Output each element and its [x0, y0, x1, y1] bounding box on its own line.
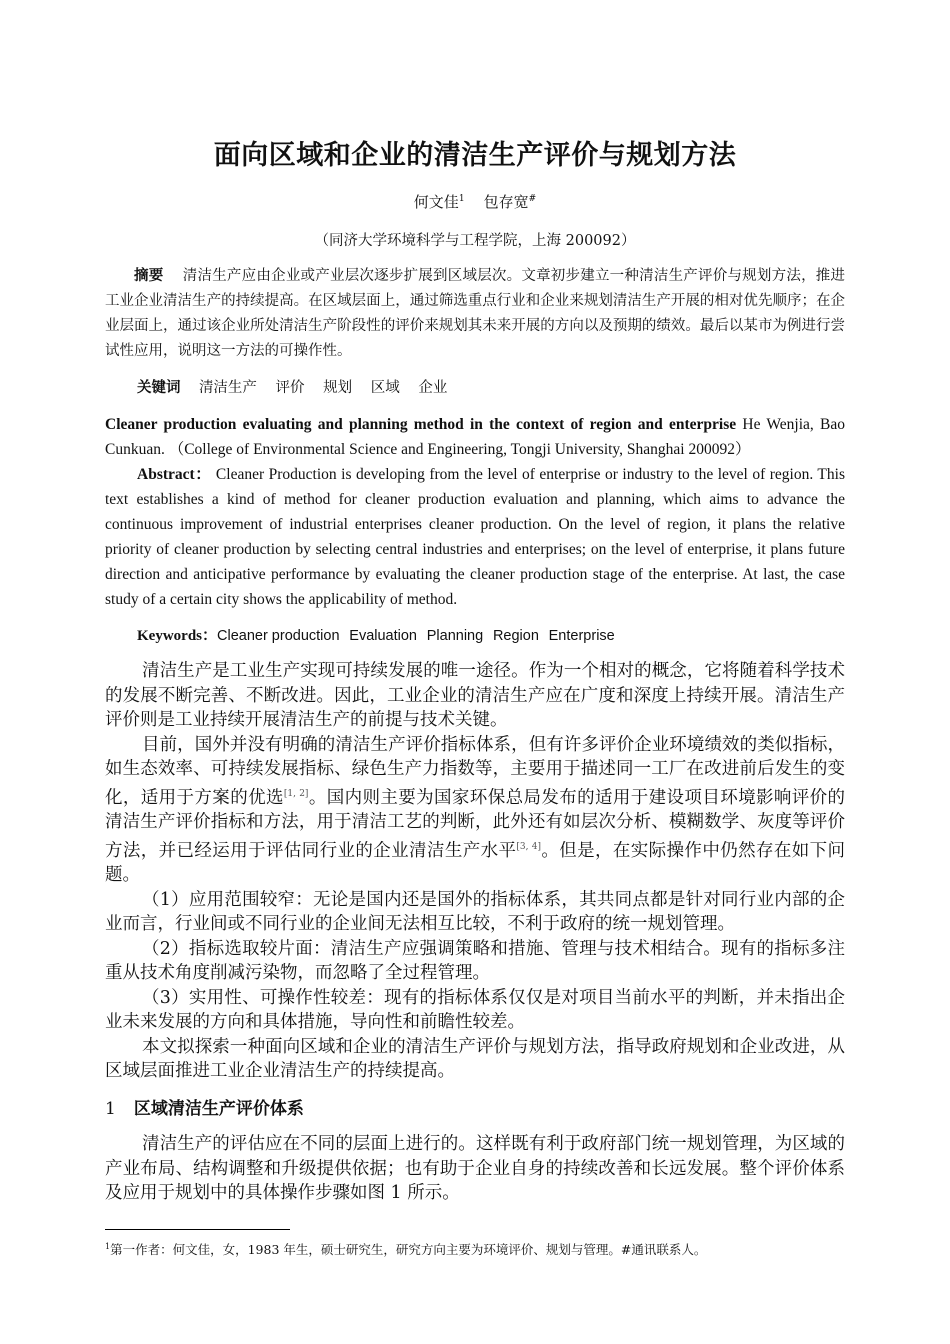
paragraph: （3）实用性、可操作性较差：现有的指标体系仅仅是对项目当前水平的判断，并未指出企业未来发展的方向和具体措施，导向性和前瞻性较差。	[105, 987, 845, 1032]
paragraph: （1）应用范围较窄：无论是国内还是国外的指标体系，其共同点都是针对同行业内部的企业而言，行业间或不同行业的企业间无法相互比较，不利于政府的统一规划管理。	[105, 889, 845, 934]
english-authors: He Wenjia, Bao Cunkuan.	[105, 416, 845, 458]
citation: [3, 4]	[516, 841, 541, 852]
abstract-cn	[105, 264, 845, 364]
footnote-mark: 1	[105, 1242, 111, 1251]
keyword-en: Region	[492, 628, 539, 644]
keywords-en	[105, 624, 845, 649]
english-title: Cleaner production evaluating and planning method in the context of region and enterprise	[105, 416, 737, 433]
keywords-cn-label: 关键词	[137, 380, 181, 396]
keyword-en: Cleaner production	[217, 628, 340, 644]
citation: [1, 2]	[283, 788, 309, 799]
section-heading	[105, 1097, 845, 1122]
paragraph: 本文拟探索一种面向区域和企业的清洁生产评价与规划方法，指导政府规划和企业改进，从区域层面推进工业企业清洁生产的持续提高。	[105, 1036, 845, 1081]
keyword-cn: 规划	[323, 380, 353, 396]
keyword-cn: 评价	[275, 380, 305, 396]
footnote-rule	[105, 1229, 290, 1230]
keywords-en-label: Keywords：	[137, 628, 217, 644]
paragraph: （2）指标选取较片面：清洁生产应强调策略和措施、管理与技术相结合。现有的指标多注重从技术角度削减污染物，而忽略了全过程管理。	[105, 938, 845, 983]
abstract-en	[105, 462, 845, 612]
author-line	[0, 191, 950, 212]
english-affiliation: （College of Environmental Science and Engineering, Tongji University, Shanghai 200092）	[168, 441, 751, 458]
keyword-cn: 区域	[370, 380, 400, 396]
keyword-en: Evaluation	[349, 628, 417, 644]
affiliation: （同济大学环境科学与工程学院，上海 200092）	[314, 233, 636, 249]
author-name: 何文佳	[413, 193, 459, 211]
keyword-cn: 企业	[418, 380, 448, 396]
section-number: 1	[105, 1099, 116, 1119]
section-body	[105, 1132, 845, 1206]
keyword-cn: 清洁生产	[198, 380, 257, 396]
body-text	[105, 659, 845, 1084]
abstract-cn-text: 清洁生产应由企业或产业层次逐步扩展到区域层次。文章初步建立一种清洁生产评价与规划方法，推进工业企业清洁生产的持续提高。在区域层面上，通过筛选重点行业和企业来规划清洁生产开展的相对优先顺序；在企业层面上，通过该企业所处清洁生产阶段性的评价来规划其未来开展的方向以及预期的绩效。最后以某市为例进行尝试性应用，说明这一方法的可操作性。	[105, 268, 846, 359]
english-title-block	[105, 412, 845, 462]
abstract-en-text: Cleaner Production is developing from the level of enterprise or industry to the level of region. This text establishes a kind of method for cleaner production evaluation and planning, which aims to advance the continuous improvement of industrial enterprises cleaner production. On the level of region, it plans the relative priority of cleaner production by selecting central industries and enterprises; on the level of enterprise, it plans future direction and anticipative performance by evaluating the cleaner production stage of the enterprise. At last, the case study of a certain city shows the applicability of method.	[105, 466, 845, 608]
section-title: 区域清洁生产评价体系	[133, 1099, 304, 1119]
paragraph: 清洁生产是工业生产实现可持续发展的唯一途径。作为一个相对的概念，它将随着科学技术的发展不断完善、不断改进。因此，工业企业的清洁生产应在广度和深度上持续开展。清洁生产评价则是工业持续开展清洁生产的前提与技术关键。	[105, 661, 845, 730]
paragraph	[105, 733, 845, 888]
keyword-en: Planning	[426, 628, 484, 644]
author-mark: 1	[458, 194, 465, 204]
author-name: 包存宽	[483, 193, 529, 211]
corresponding-mark: #	[528, 194, 537, 204]
paragraph-text: 目前，国外并没有明确的清洁生产评价指标体系，但有许多评价企业环境绩效的类似指标，如生态效率、可持续发展指标、绿色生产力指数等，主要用于描述同一工厂在改进前后发生的变化，适用于方案的优选	[105, 734, 845, 808]
keywords-cn	[105, 376, 845, 401]
footnote-text: 第一作者：何文佳，女，1983 年生，硕士研究生，研究方向主要为环境评价、规划与管理。#通讯联系人。	[110, 1242, 707, 1257]
abstract-en-label: Abstract：	[137, 466, 212, 483]
paper-title: 面向区域和企业的清洁生产评价与规划方法	[213, 140, 737, 171]
abstract-cn-label: 摘要	[133, 268, 164, 284]
paragraph-text: 。国内则主要为国家环保总局发布的适用于建设项目环境影响评价的清洁生产评价指标和方法，用于清洁工艺的判断，此外还有如层次分析、模糊数学、灰度等评价方法，并已经运用于评估同行业的企业清洁生产水平	[105, 787, 846, 861]
paragraph: 清洁生产的评估应在不同的层面上进行的。这样既有利于政府部门统一规划管理，为区域的产业布局、结构调整和升级提供依据；也有助于企业自身的持续改善和长远发展。整个评价体系及应用于规划中的具体操作步骤如图 1 所示。	[105, 1134, 845, 1203]
footnote	[105, 1238, 845, 1259]
keyword-en: Enterprise	[548, 628, 615, 644]
paragraph-text: 。但是，在实际操作中仍然存在如下问题。	[105, 840, 846, 885]
